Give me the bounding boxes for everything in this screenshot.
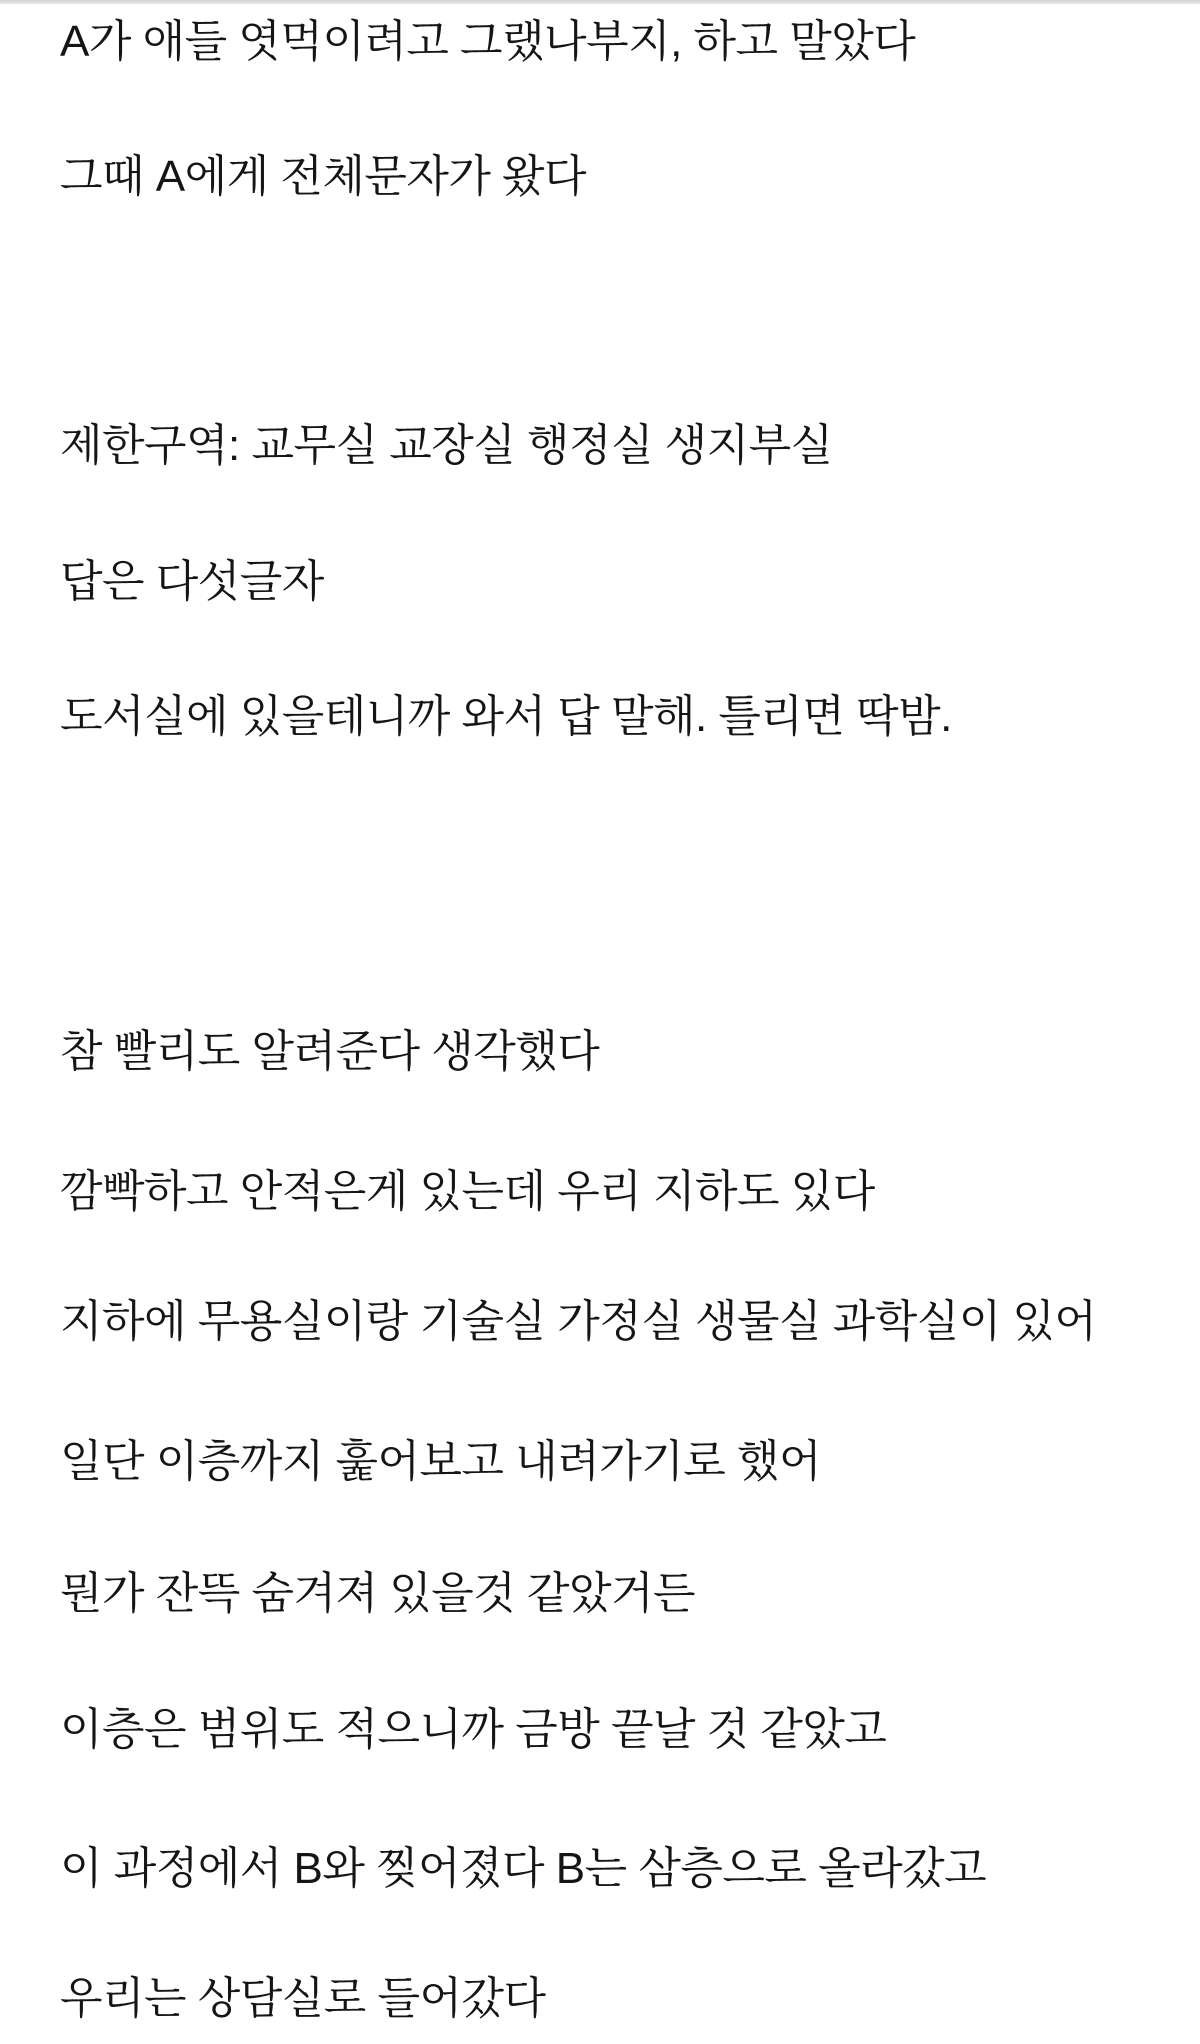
story-line-5: 도서실에 있을테니까 와서 답 말해. 틀리면 딱밤. [60, 692, 952, 741]
story-line-1: A가 애들 엿먹이려고 그랬나부지, 하고 말았다 [60, 17, 916, 66]
story-line-11: 이층은 범위도 적으니까 금방 끝날 것 같았고 [60, 1705, 887, 1754]
top-divider-bar [0, 0, 1200, 4]
story-line-7: 깜빡하고 안적은게 있는데 우리 지하도 있다 [60, 1167, 875, 1216]
story-line-4: 답은 다섯글자 [60, 557, 324, 606]
story-line-13: 우리는 상담실로 들어갔다 [60, 1974, 546, 2023]
story-line-10: 뭔가 잔뜩 숨겨져 있을것 같았거든 [60, 1569, 695, 1618]
story-line-9: 일단 이층까지 훑어보고 내려가기로 했어 [60, 1437, 821, 1486]
story-line-6: 참 빨리도 알려준다 생각했다 [60, 1027, 600, 1076]
story-line-12: 이 과정에서 B와 찢어졌다 B는 삼층으로 올라갔고 [60, 1844, 987, 1893]
story-line-8: 지하에 무용실이랑 기술실 가정실 생물실 과학실이 있어 [60, 1297, 1097, 1346]
story-line-3: 제한구역: 교무실 교장실 행정실 생지부실 [60, 421, 833, 470]
story-line-2: 그때 A에게 전체문자가 왔다 [60, 152, 587, 201]
